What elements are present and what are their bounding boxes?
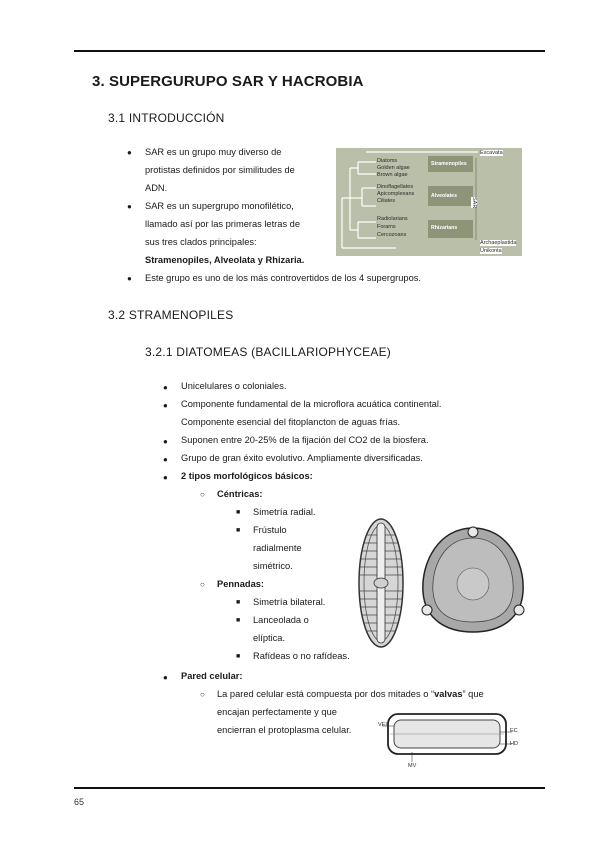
label-sar: SAR — [471, 197, 477, 209]
centricas-c2-line3: simétrico. — [253, 561, 293, 571]
intro-b2-line3: sus tres clados principales: — [145, 237, 257, 247]
bullet-icon: ● — [163, 673, 168, 682]
bullet-icon: ● — [163, 455, 168, 464]
pennadas-p2-line2: elíptica. — [253, 633, 286, 643]
centric-diatom-illustration — [415, 522, 531, 638]
pared-line2: encajan perfectamente y que — [217, 707, 337, 717]
pennadas-p3: Rafídeas o no rafídeas. — [253, 651, 350, 661]
diatoms-b3: Suponen entre 20-25% de la fijación del CO2 de la biosfera. — [181, 435, 429, 445]
stramenopiles-heading: 3.2 STRAMENOPILES — [108, 308, 234, 322]
intro-b1-line1: SAR es un grupo muy diverso de — [145, 147, 282, 157]
top-rule — [74, 50, 545, 52]
pared-label: Pared celular: — [181, 671, 243, 681]
diatoms-b4: Grupo de gran éxito evolutivo. Ampliamente diversificadas. — [181, 453, 423, 463]
centricas-c2-line2: radialmente — [253, 543, 302, 553]
taxon-label: Dinoflagellates — [377, 184, 414, 190]
pennadas-label: Pennadas: — [217, 579, 265, 589]
taxon-label: Brown algae — [377, 172, 408, 178]
circle-bullet-icon: ○ — [200, 580, 205, 589]
taxon-label: Cercozoans — [377, 232, 407, 238]
bullet-icon: ● — [163, 401, 168, 410]
bullet-icon: ● — [127, 202, 132, 211]
clade-stramenopiles: Stramenopiles — [431, 161, 467, 167]
label-archaeplastida: Archaeplastida — [480, 240, 517, 246]
bullet-icon: ● — [127, 274, 132, 283]
taxon-label: Ciliates — [377, 198, 396, 204]
bottom-rule — [74, 787, 545, 789]
centricas-label: Céntricas: — [217, 489, 263, 499]
intro-b1-line2: protistas definidos por similitudes de — [145, 165, 295, 175]
square-bullet-icon: ■ — [236, 599, 241, 606]
cell-wall-diagram — [378, 706, 520, 768]
taxon-label: Golden algae — [377, 165, 410, 171]
wall-label-hd: HD — [510, 741, 518, 747]
intro-b1-line3: ADN. — [145, 183, 168, 193]
pennate-diatom-illustration — [352, 515, 410, 651]
wall-label-mv: MV — [408, 763, 417, 769]
wall-label-ec: EC — [510, 728, 518, 734]
label-unikonta: Unikonta — [480, 248, 502, 254]
pennadas-p2-line1: Lanceolada o — [253, 615, 309, 625]
bullet-icon: ● — [127, 148, 132, 157]
intro-b2-line4: Stramenopiles, Alveolata y Rhizaria. — [145, 255, 305, 265]
clade-alveolates: Alveolates — [431, 193, 457, 199]
square-bullet-icon: ■ — [236, 509, 241, 516]
intro-b2-line2: llamado así por las primeras letras de — [145, 219, 301, 229]
bullet-icon: ● — [163, 437, 168, 446]
diatoms-b1: Unicelulares o coloniales. — [181, 381, 287, 391]
pared-line3: encierran el protoplasma celular. — [217, 725, 352, 735]
intro-heading: 3.1 INTRODUCCIÓN — [108, 111, 225, 125]
pennadas-p1: Simetría bilateral. — [253, 597, 326, 607]
taxon-label: Radiolarians — [377, 216, 408, 222]
bullet-icon: ● — [163, 383, 168, 392]
wall-label-vei: VEI — [378, 722, 387, 728]
square-bullet-icon: ■ — [236, 527, 241, 534]
square-bullet-icon: ■ — [236, 617, 241, 624]
page-number: 65 — [74, 797, 85, 807]
centricas-c2-line1: Frústulo — [253, 525, 287, 535]
diatoms-b5: 2 tipos morfológicos básicos: — [181, 471, 313, 481]
bullet-icon: ● — [163, 473, 168, 482]
diatoms-b2-line1: Componente fundamental de la microflora acuática continental. — [181, 399, 442, 409]
intro-b2-line1: SAR es un supergrupo monofilético, — [145, 201, 294, 211]
diatoms-heading: 3.2.1 DIATOMEAS (BACILLARIOPHYCEAE) — [145, 345, 391, 359]
label-excavata: Excavata — [480, 150, 503, 156]
clade-rhizarians: Rhizarians — [431, 225, 458, 231]
circle-bullet-icon: ○ — [200, 690, 205, 699]
taxon-label: Apicomplexans — [377, 191, 415, 197]
square-bullet-icon: ■ — [236, 653, 241, 660]
section-title: 3. SUPERGURUPO SAR Y HACROBIA — [92, 73, 364, 90]
diatoms-b2-line2: Componente esencial del fitoplancton de aguas frías. — [181, 417, 401, 427]
taxon-label: Forams — [377, 224, 396, 230]
pared-line1: La pared celular está compuesta por dos mitades o “valvas” que — [217, 689, 484, 699]
centricas-c1: Simetría radial. — [253, 507, 316, 517]
taxon-label: Diatoms — [377, 158, 398, 164]
circle-bullet-icon: ○ — [200, 490, 205, 499]
intro-b3: Este grupo es uno de los más controvertidos de los 4 supergrupos. — [145, 273, 421, 283]
